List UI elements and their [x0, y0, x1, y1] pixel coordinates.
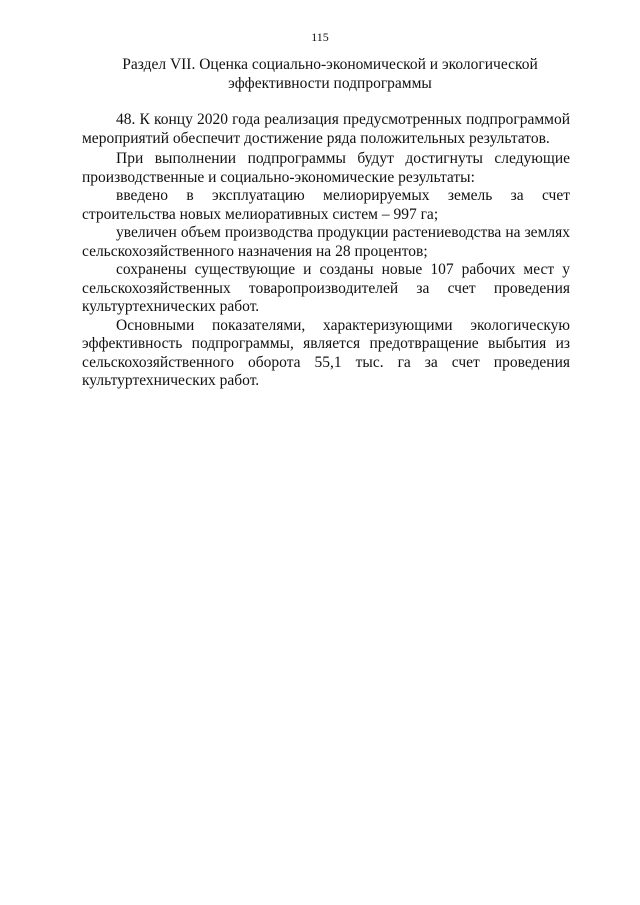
section-title-line-1: Раздел VII. Оценка социально-экономической и экологической — [122, 56, 538, 73]
page-number: 115 — [311, 30, 329, 44]
section-title — [90, 55, 570, 93]
section-title-line-2: эффективности подпрограммы — [228, 75, 432, 92]
body-text — [82, 109, 570, 391]
result-item-crop-production: увеличен объем производства продукции растениеводства на землях сельскохозяйственного назначения на 28 процентов; — [82, 224, 570, 260]
paragraph-ecological-indicators: Основными показателями, характеризующими экологическую эффективность подпрограммы, является предотвращение выбытия из сельскохозяйственного оборота 55,1 тыс. га за счет проведения культуртехнических работ. — [82, 316, 570, 389]
paragraph-48-intro: 48. К концу 2020 года реализация предусмотренных подпрограммой мероприятий обеспечит достижение ряда положительных результатов. — [82, 111, 570, 147]
result-item-jobs: сохранены существующие и созданы новые 107 рабочих мест у сельскохозяйственных товаропроизводителей за счет проведения культуртехнических работ. — [82, 261, 570, 315]
paragraph-results-intro: При выполнении подпрограммы будут достигнуты следующие производственные и социально-экономические результаты: — [82, 150, 570, 186]
result-item-land-commissioning: введено в эксплуатацию мелиорируемых земель за счет строительства новых мелиоративных систем – 997 га; — [82, 187, 570, 223]
